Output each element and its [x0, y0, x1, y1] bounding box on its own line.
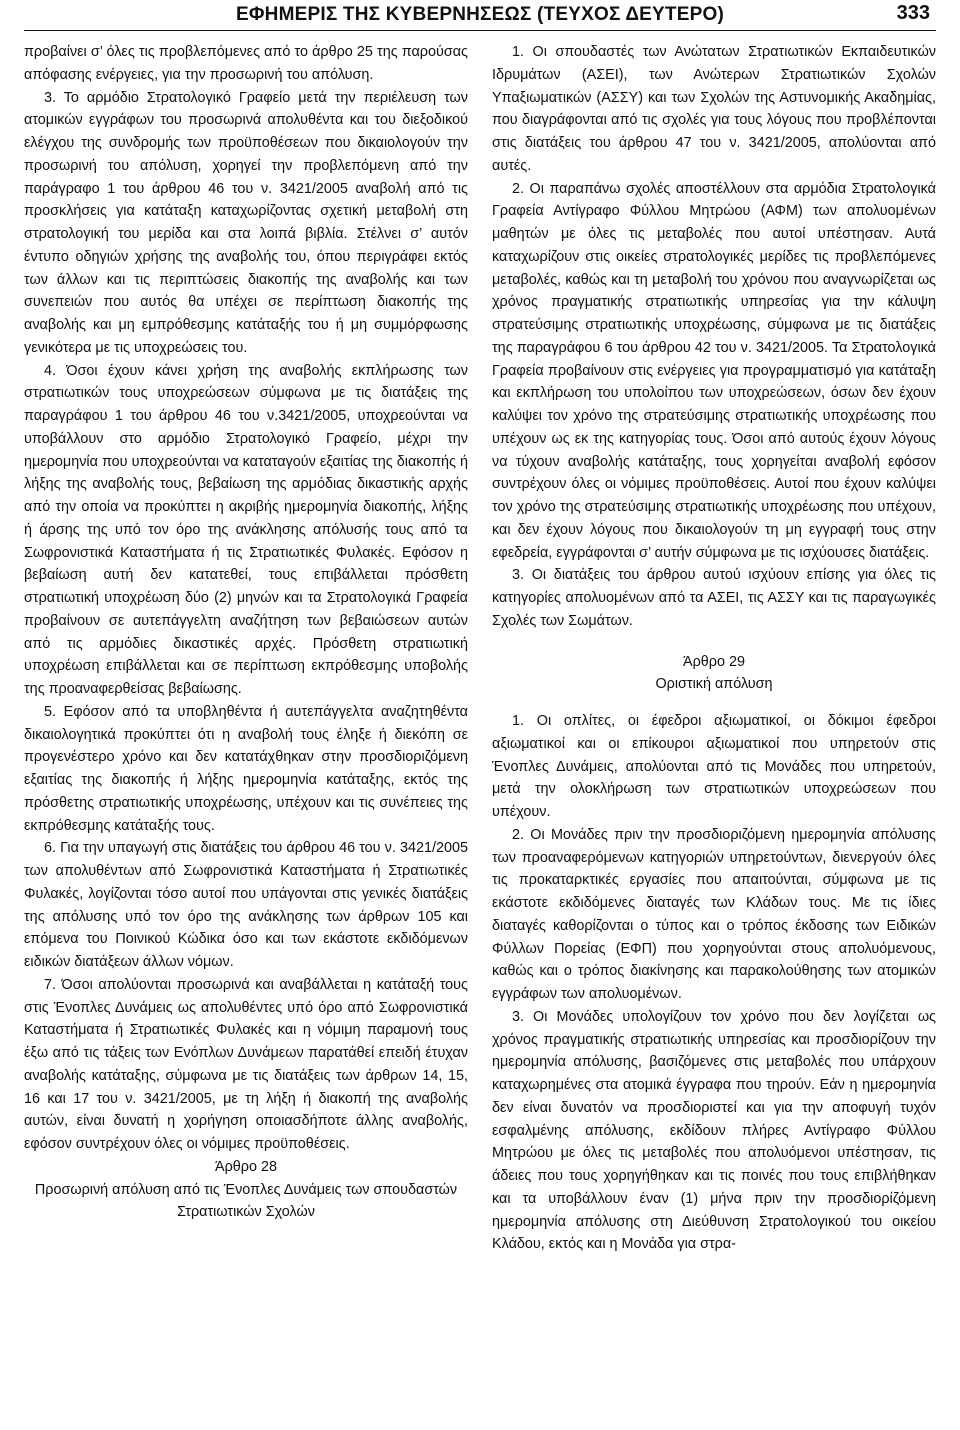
- article-title: Άρθρο 28: [215, 1158, 277, 1175]
- page-header: [24, 0, 936, 31]
- paragraph: 6. Για την υπαγωγή στις διατάξεις του άρθρου 46 του ν. 3421/2005 των απολυθέντων από Σωφρονιστικά Καταστήματα ή Στρατιωτικές Φυλακές, λογίζονται τόσο αυτοί που υπάγονται στις γενικές διατάξεις της απόλυσης υπό τον όρο της ανάκλησης των άρθρων 105 και επόμενα του Ποινικού Κώδικα όσο και των εκάστοτε εκδιδόμενων ειδικών διατάξεων άλλων νόμων.: [24, 840, 468, 970]
- gazette-title: ΕΦΗΜΕΡΙΣ ΤΗΣ ΚΥΒΕΡΝΗΣΕΩΣ (ΤΕΥΧΟΣ ΔΕΥΤΕΡΟ): [236, 4, 724, 25]
- right-column: [492, 41, 936, 1256]
- paragraph: 5. Εφόσον από τα υποβληθέντα ή αυτεπάγγελτα αναζητηθέντα δικαιολογητικά προκύπτει ότι η αναβολή τους έληξε ή διεκόπη σε προγενέστερο χρόνο και δεν κατατάχθηκαν στην προσδιοριζόμενη εξαιτίας της διακοπής ή λήξης ημερομηνία κατάταξης, εκτός της πρόσθετης στρατιωτικής υποχρέωσης, υπέχουν και τις συνέπειες της εκπρόθεσμης κατάταξής τους.: [24, 703, 468, 834]
- paragraph: προβαίνει σ’ όλες τις προβλεπόμενες από το άρθρο 25 της παρούσας απόφασης ενέργειες, για την προσωρινή του απόλυση.: [24, 44, 468, 83]
- paragraph: 3. Το αρμόδιο Στρατολογικό Γραφείο μετά την περιέλευση των ατομικών εγγράφων του προσωρινά απολυθέντα και του διεξοδικού ελέγχου της συνδρομής των προϋποθέσεων που δικαιολογούν την προσωρινή του απόλυση, χορηγεί την προβλεπόμενη από την παράγραφο 1 του άρθρου 46 του ν. 3421/2005 αναβολή από τις προσκλήσεις για κατάταξη καταχωρίζοντας σχετική μεταβολή στη στρατολογική του μερίδα και στα λοιπά βιβλία. Στέλνει σ’ αυτόν έντυπο οδηγιών χρήσης της αναβολής του, όπου περιγράφει εκτός των άλλων και τις περιπτώσεις διακοπής της αναβολής και των συνεπειών που αυτός θα υπέχει σε περίπτωση διακοπής της αναβολής και μη εμπρόθεσμης κατάταξής του ή μη συμμόρφωσης γενικότερα με τις υποχρεώσεις του.: [24, 89, 468, 356]
- paragraph: 2. Οι παραπάνω σχολές αποστέλλουν στα αρμόδια Στρατολογικά Γραφεία Αντίγραφο Φύλλου Μητρώου (ΑΦΜ) των απολυομένων μαθητών με όλες τις μεταβολές που αυτοί υπέστησαν. Αυτά καταχωρίζουν στις οικείες στρατολογικές μερίδες τις προβλεπόμενες μεταβολές, καθώς και τη μεταβολή του χρόνου που αναγνωρίζεται ως χρόνος πραγματικής στρατιωτικής υπηρεσίας για την κάλυψη στρατεύσιμης στρατιωτικής υποχρέωσης, σύμφωνα με τις διατάξεις της παραγράφου 6 του άρθρου 42 του ν. 3421/2005. Τα Στρατολογικά Γραφεία προβαίνουν στις ενέργειες για προγραμματισμό για κατάταξη και εκπλήρωση του υπολοίπου των υποχρεώσεων, όσων δεν έχουν καλύψει τον χρόνο της στρατεύσιμης στρατιωτικής υποχρέωσης που υπέχουν ως εκ της κατηγορίας τους. Όσοι από αυτούς έχουν λόγους να τύχουν αναβολής κατάταξης, τους χορηγείται αναβολή εφόσον συντρέχουν όλες οι νόμιμες προϋποθέσεις. Αυτοί που έχουν καλύψει τον χρόνο της στρατεύσιμης στρατιωτικής υποχρέωσης που υπέχουν, και δεν έχουν λόγους που δικαιολογούν τη μη εγγραφή τους στην εφεδρεία, εγγράφονται σ’ αυτήν σύμφωνα με τις ισχύουσες διατάξεις.: [492, 180, 936, 561]
- paragraph: 7. Όσοι απολύονται προσωρινά και αναβάλλεται η κατάταξή τους στις Ένοπλες Δυνάμεις ως απολυθέντες υπό όρο από Σωφρονιστικά Καταστήματα ή Στρατιωτικές Φυλακές και η νόμιμη παραμονή τους έξω από τις τάξεις των Ενόπλων Δυνάμεων παρατάθεί επειδή έτυχαν αναβολής κατάταξης, σύμφωνα με τις διατάξεις των άρθρων 14, 15, 16 και 17 του ν. 3421/2005, με τη λήξη ή διακοπή της αναβολής αυτών, είναι δυνατή η χορήγηση οποιασδήποτε άλλης αναβολής, εφόσον συντρέχουν όλες οι νόμιμες προϋποθέσεις.: [24, 976, 468, 1152]
- paragraph: 3. Οι Μονάδες υπολογίζουν τον χρόνο που δεν λογίζεται ως χρόνος πραγματικής στρατιωτικής υπηρεσίας και προσδιορίζουν την ημερομηνία απόλυσης, βασιζόμενες στις μεταβολές που υπάρχουν καταχωρημένες στα ατομικά έγγραφα που τηρούν. Εάν η ημερομηνία δεν είναι δυνατόν να προσδιοριστεί και για την αποφυγή τυχόν εσφαλμένης απόλυσης, εκδίδουν πλήρες Αντίγραφο Φύλλου Μητρώου με όλες τις μεταβολές που απολυόμενοι υπέστησαν, τις άδειες που τους χορηγήθηκαν και τις ποινές που τους επιβλήθηκαν και τα υποβάλλουν έναν (1) μήνα πριν την προσδιορίζόμενη ημερομηνία απόλυσης στη Διεύθυνση Στρατολογικού του οικείου Κλάδου, εκτός και η Μονάδα για στρα-: [492, 1008, 936, 1253]
- page-number: 333: [896, 2, 930, 24]
- left-column: [24, 41, 468, 1256]
- article-subtitle: Προσωρινή απόλυση από τις Ένοπλες Δυνάμεις των σπουδαστών Στρατιωτικών Σχολών: [34, 1181, 458, 1221]
- article-title: Άρθρο 29: [683, 653, 745, 670]
- paragraph: 1. Οι σπουδαστές των Ανώτατων Στρατιωτικών Εκπαιδευτικών Ιδρυμάτων (ΑΣΕΙ), των Ανώτερων Στρατιωτικών Σχολών Υπαξιωματικών (ΑΣΣΥ) και των Σχολών της Αστυνομικής Ακαδημίας, που διαγράφονται από τις σχολές για τους λόγους που προβλέπονται στις διατάξεις του άρθρου 47 του ν. 3421/2005, απολύονται από αυτές.: [492, 44, 936, 174]
- paragraph: 1. Οι οπλίτες, οι έφεδροι αξιωματικοί, οι δόκιμοι έφεδροι αξιωματικοί και οι επίκουροι αξιωματικοί που υπηρετούν στις Ένοπλες Δυνάμεις, απολύονται από τις Μονάδες που υπηρετούν, μετά την ολοκλήρωση των στρατιωτικών υποχρεώσεων που υπέχουν.: [492, 713, 936, 820]
- paragraph: 2. Οι Μονάδες πριν την προσδιοριζόμενη ημερομηνία απόλυσης των προαναφερόμενων κατηγοριών υπηρετούντων, διενεργούν όλες τις προκαταρκτικές εργασίες που απαιτούνται, σύμφωνα με τις εκάστοτε εκδιδόμενες διαταγές των Κλάδων τους. Με τις ίδιες διαταγές καθορίζονται ο τύπος και ο τρόπος έκδοσης των Ειδικών Φύλλων Πορείας (ΕΦΠ) που χορηγούνται στους απολυόμενους, καθώς και ο τρόπος διακίνησης και παρακολούθησης των ατομικών εγγράφων των απολυομένων.: [492, 826, 936, 1002]
- text-columns: [24, 41, 936, 1256]
- article-subtitle: Οριστική απόλυση: [655, 676, 773, 693]
- paragraph: 3. Οι διατάξεις του άρθρου αυτού ισχύουν επίσης για όλες τις κατηγορίες απολυομένων από τα ΑΣΕΙ, τις ΑΣΣΥ και τις παραγωγικές Σχολές των Σωμάτων.: [492, 567, 936, 629]
- paragraph: 4. Όσοι έχουν κάνει χρήση της αναβολής εκπλήρωσης των στρατιωτικών τους υποχρεώσεων σύμφωνα με τις διατάξεις της παραγράφου 1 του άρθρου 46 του ν.3421/2005, υποχρεούνται να υποβάλλουν στο αρμόδιο Στρατολογικό Γραφείο, μέχρι την ημερομηνία που υποχρεούνται να καταταγούν εξαιτίας της διακοπής ή λήξης της αναβολής τους, βεβαίωση της αρμόδιας δικαστικής αρχής από την οποία να προκύπτει η ακριβής ημερομηνία διακοπής, λήξης ή άρσης της υπό τον όρο της ανάκλησης απόλυσής τους από τα Σωφρονιστικά Καταστήματα ή τις Στρατιωτικές Φυλακές. Εφόσον η βεβαίωση αυτή δεν κατατεθεί, τους επιβάλλεται πρόσθετη στρατιωτική υποχρέωση δύο (2) μηνών και τα Στρατολογικά Γραφεία προβαίνουν σε αυτεπάγγελτη αναζήτηση των βεβαιώσεων αυτών από τις αρμόδιες δικαστικές αρχές. Πρόσθετη στρατιωτική υποχρέωση επιβάλλεται και σε περίπτωση εκπρόθεσμης υποβολής της προαναφερθείσας βεβαίωσης.: [24, 362, 468, 697]
